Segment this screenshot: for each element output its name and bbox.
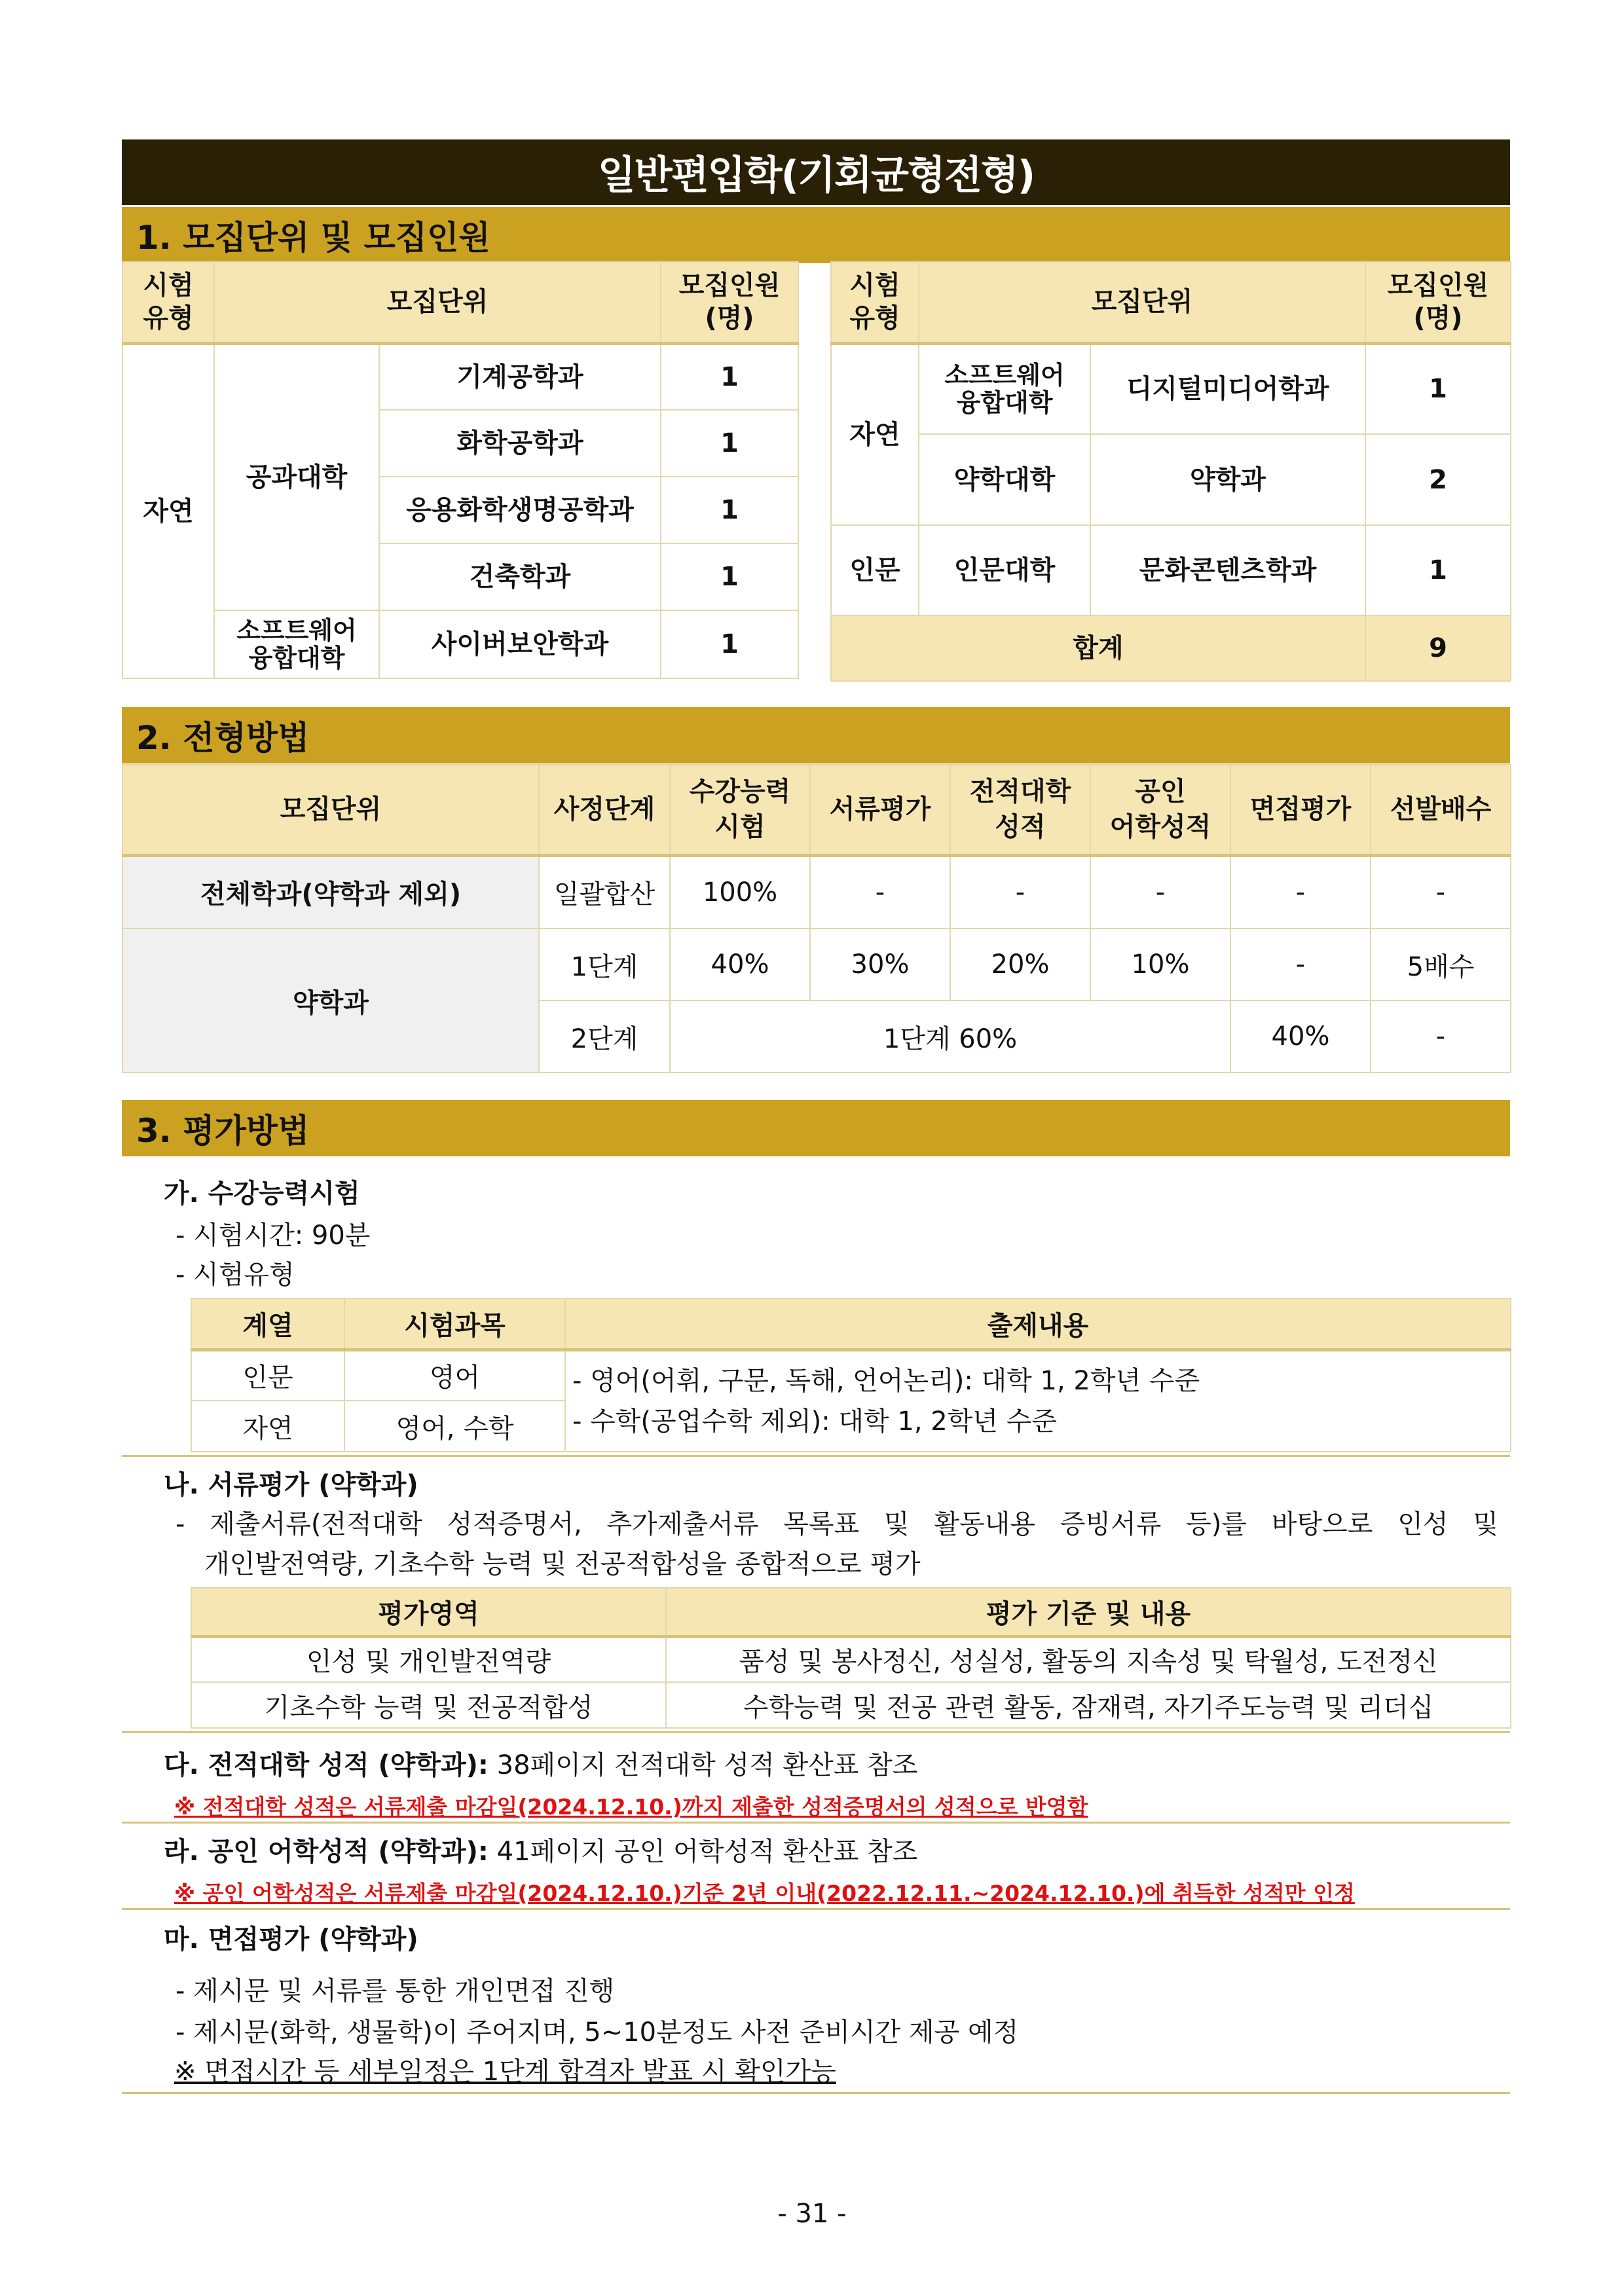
ratio-cell: 5배수 bbox=[1371, 928, 1511, 1001]
header-subj: 시험과목 bbox=[344, 1298, 565, 1349]
eval-na-title: 나. 서류평가 (약학과) bbox=[164, 1470, 418, 1500]
content-cell: - 영어(어휘, 구문, 독해, 언어논리): 대학 1, 2학년 수준 - 수학(공업수학 제외): 대학 1, 2학년 수준 bbox=[565, 1349, 1511, 1452]
divider bbox=[122, 1908, 1510, 1910]
count-cell: 2 bbox=[1365, 434, 1511, 525]
dept-cell: 건축학과 bbox=[379, 543, 661, 610]
dept-cell: 기계공학과 bbox=[379, 343, 661, 410]
header-exam-type: 시험 유형 bbox=[831, 262, 919, 343]
dept-cell: 문화콘텐츠학과 bbox=[1090, 525, 1365, 615]
criteria-cell: 수학능력 및 전공 관련 활동, 잠재력, 자기주도능력 및 리더십 bbox=[666, 1682, 1511, 1728]
stage-cell: 1단계 bbox=[539, 928, 670, 1001]
divider bbox=[122, 1822, 1510, 1824]
stage-cell: 2단계 bbox=[539, 1001, 670, 1073]
count-cell: 1 bbox=[661, 343, 798, 410]
recruit-table-left bbox=[122, 261, 799, 679]
header-lang: 공인 어학성적 bbox=[1090, 765, 1230, 855]
eval-ga-time: - 시험시간: 90분 bbox=[175, 1221, 371, 1251]
header-content: 출제내용 bbox=[565, 1298, 1511, 1349]
divider bbox=[122, 2092, 1510, 2094]
header-ratio: 선발배수 bbox=[1371, 765, 1511, 855]
exam-type-cell: 자연 bbox=[831, 343, 919, 525]
lang-cell: - bbox=[1090, 855, 1230, 928]
eval-na-desc1: - 제출서류(전적대학 성적증명서, 추가제출서류 목록표 및 활동내용 증빙서류 등)를 바탕으로 인성 및 bbox=[175, 1509, 1498, 1539]
header-doc: 서류평가 bbox=[810, 765, 950, 855]
header-exam-type: 시험 유형 bbox=[122, 262, 214, 343]
criteria-cell: 품성 및 봉사정신, 성실성, 활동의 지속성 및 탁월성, 도전정신 bbox=[666, 1636, 1511, 1682]
total-label: 합계 bbox=[831, 615, 1365, 681]
unit-cell: 전체학과(약학과 제외) bbox=[122, 855, 539, 928]
recruit-table-right bbox=[830, 261, 1511, 682]
eval-ma-line2: - 제시문(화학, 생물학)이 주어지며, 5~10분정도 사전 준비시간 제공 예정 bbox=[175, 2017, 1019, 2047]
eval-ra-note: ※ 공인 어학성적은 서류제출 마감일(2024.12.10.)기준 2년 이내(2022.12.11.~2024.12.10.)에 취득한 성적만 인정 bbox=[174, 1881, 1355, 1906]
stage-cell: 일괄합산 bbox=[539, 855, 670, 928]
college-cell: 소프트웨어 융합대학 bbox=[214, 610, 379, 678]
dept-cell: 화학공학과 bbox=[379, 410, 661, 477]
eval-ma-title: 마. 면접평가 (약학과) bbox=[164, 1924, 418, 1955]
area-cell: 기초수학 능력 및 전공적합성 bbox=[191, 1682, 666, 1728]
exam-type-cell: 자연 bbox=[122, 343, 214, 678]
college-cell: 소프트웨어 융합대학 bbox=[919, 343, 1090, 434]
header-grade: 전적대학 성적 bbox=[950, 765, 1090, 855]
header-unit: 모집단위 bbox=[214, 262, 661, 343]
eval-ma-line1: - 제시문 및 서류를 통한 개인면접 진행 bbox=[175, 1976, 615, 2006]
eval-ma-note: ※ 면접시간 등 세부일정은 1단계 합격자 발표 시 확인가능 bbox=[174, 2057, 836, 2087]
header-area: 평가영역 bbox=[191, 1588, 666, 1636]
grade-cell: - bbox=[950, 855, 1090, 928]
area-cell: 인성 및 개인발전역량 bbox=[191, 1636, 666, 1682]
college-cell: 인문대학 bbox=[919, 525, 1090, 615]
total-count: 9 bbox=[1365, 615, 1511, 681]
doc-cell: 30% bbox=[810, 928, 950, 1001]
eval-da-line: 다. 전적대학 성적 (약학과): 38페이지 전적대학 성적 환산표 참조 bbox=[164, 1750, 918, 1780]
header-criteria: 평가 기준 및 내용 bbox=[666, 1588, 1511, 1636]
header-cat: 계열 bbox=[191, 1298, 344, 1349]
dept-cell: 디지털미디어학과 bbox=[1090, 343, 1365, 434]
unit-cell: 약학과 bbox=[122, 928, 539, 1073]
method-table bbox=[122, 764, 1511, 1073]
count-cell: 1 bbox=[661, 543, 798, 610]
section-3-heading: 3. 평가방법 bbox=[122, 1100, 1510, 1156]
subj-cell: 영어, 수학 bbox=[344, 1401, 565, 1452]
doc-eval-table bbox=[191, 1587, 1511, 1729]
header-unit: 모집단위 bbox=[919, 262, 1365, 343]
cat-cell: 자연 bbox=[191, 1401, 344, 1452]
subj-cell: 영어 bbox=[344, 1349, 565, 1401]
lang-cell: 10% bbox=[1090, 928, 1230, 1001]
college-cell: 약학대학 bbox=[919, 434, 1090, 525]
dept-cell: 사이버보안학과 bbox=[379, 610, 661, 678]
count-cell: 1 bbox=[661, 410, 798, 477]
dept-cell: 응용화학생명공학과 bbox=[379, 477, 661, 543]
interview-cell: 40% bbox=[1230, 1001, 1371, 1073]
eval-na-desc2: 개인발전역량, 기초수학 능력 및 전공적합성을 종합적으로 평가 bbox=[204, 1549, 921, 1579]
merged-score-cell: 1단계 60% bbox=[670, 1001, 1230, 1073]
eval-ra-line: 라. 공인 어학성적 (약학과): 41페이지 공인 어학성적 환산표 참조 bbox=[164, 1837, 918, 1867]
eval-da-note: ※ 전적대학 성적은 서류제출 마감일(2024.12.10.)까지 제출한 성적증명서의 성적으로 반영함 bbox=[174, 1794, 1088, 1820]
header-unit: 모집단위 bbox=[122, 765, 539, 855]
ratio-cell: - bbox=[1371, 1001, 1511, 1073]
header-count: 모집인원 (명) bbox=[1365, 262, 1511, 343]
dept-cell: 약학과 bbox=[1090, 434, 1365, 525]
header-stage: 사정단계 bbox=[539, 765, 670, 855]
count-cell: 1 bbox=[661, 610, 798, 678]
ratio-cell: - bbox=[1371, 855, 1511, 928]
exam-cell: 100% bbox=[670, 855, 810, 928]
count-cell: 1 bbox=[661, 477, 798, 543]
eval-ga-type: - 시험유형 bbox=[175, 1260, 295, 1290]
page-title: 일반편입학(기회균형전형) bbox=[122, 139, 1510, 205]
header-interview: 면접평가 bbox=[1230, 765, 1371, 855]
page-number: - 31 - bbox=[777, 2199, 847, 2229]
doc-cell: - bbox=[810, 855, 950, 928]
interview-cell: - bbox=[1230, 855, 1371, 928]
count-cell: 1 bbox=[1365, 343, 1511, 434]
header-count: 모집인원 (명) bbox=[661, 262, 798, 343]
eval-ga-title: 가. 수강능력시험 bbox=[164, 1179, 360, 1209]
count-cell: 1 bbox=[1365, 525, 1511, 615]
exam-type-cell: 인문 bbox=[831, 525, 919, 615]
exam-cell: 40% bbox=[670, 928, 810, 1001]
exam-subject-table bbox=[191, 1298, 1511, 1452]
divider bbox=[122, 1455, 1510, 1457]
section-1-heading: 1. 모집단위 및 모집인원 bbox=[122, 207, 1510, 263]
college-cell: 공과대학 bbox=[214, 343, 379, 610]
divider bbox=[122, 1731, 1510, 1733]
grade-cell: 20% bbox=[950, 928, 1090, 1001]
section-2-heading: 2. 전형방법 bbox=[122, 707, 1510, 763]
header-exam: 수강능력 시험 bbox=[670, 765, 810, 855]
cat-cell: 인문 bbox=[191, 1349, 344, 1401]
interview-cell: - bbox=[1230, 928, 1371, 1001]
